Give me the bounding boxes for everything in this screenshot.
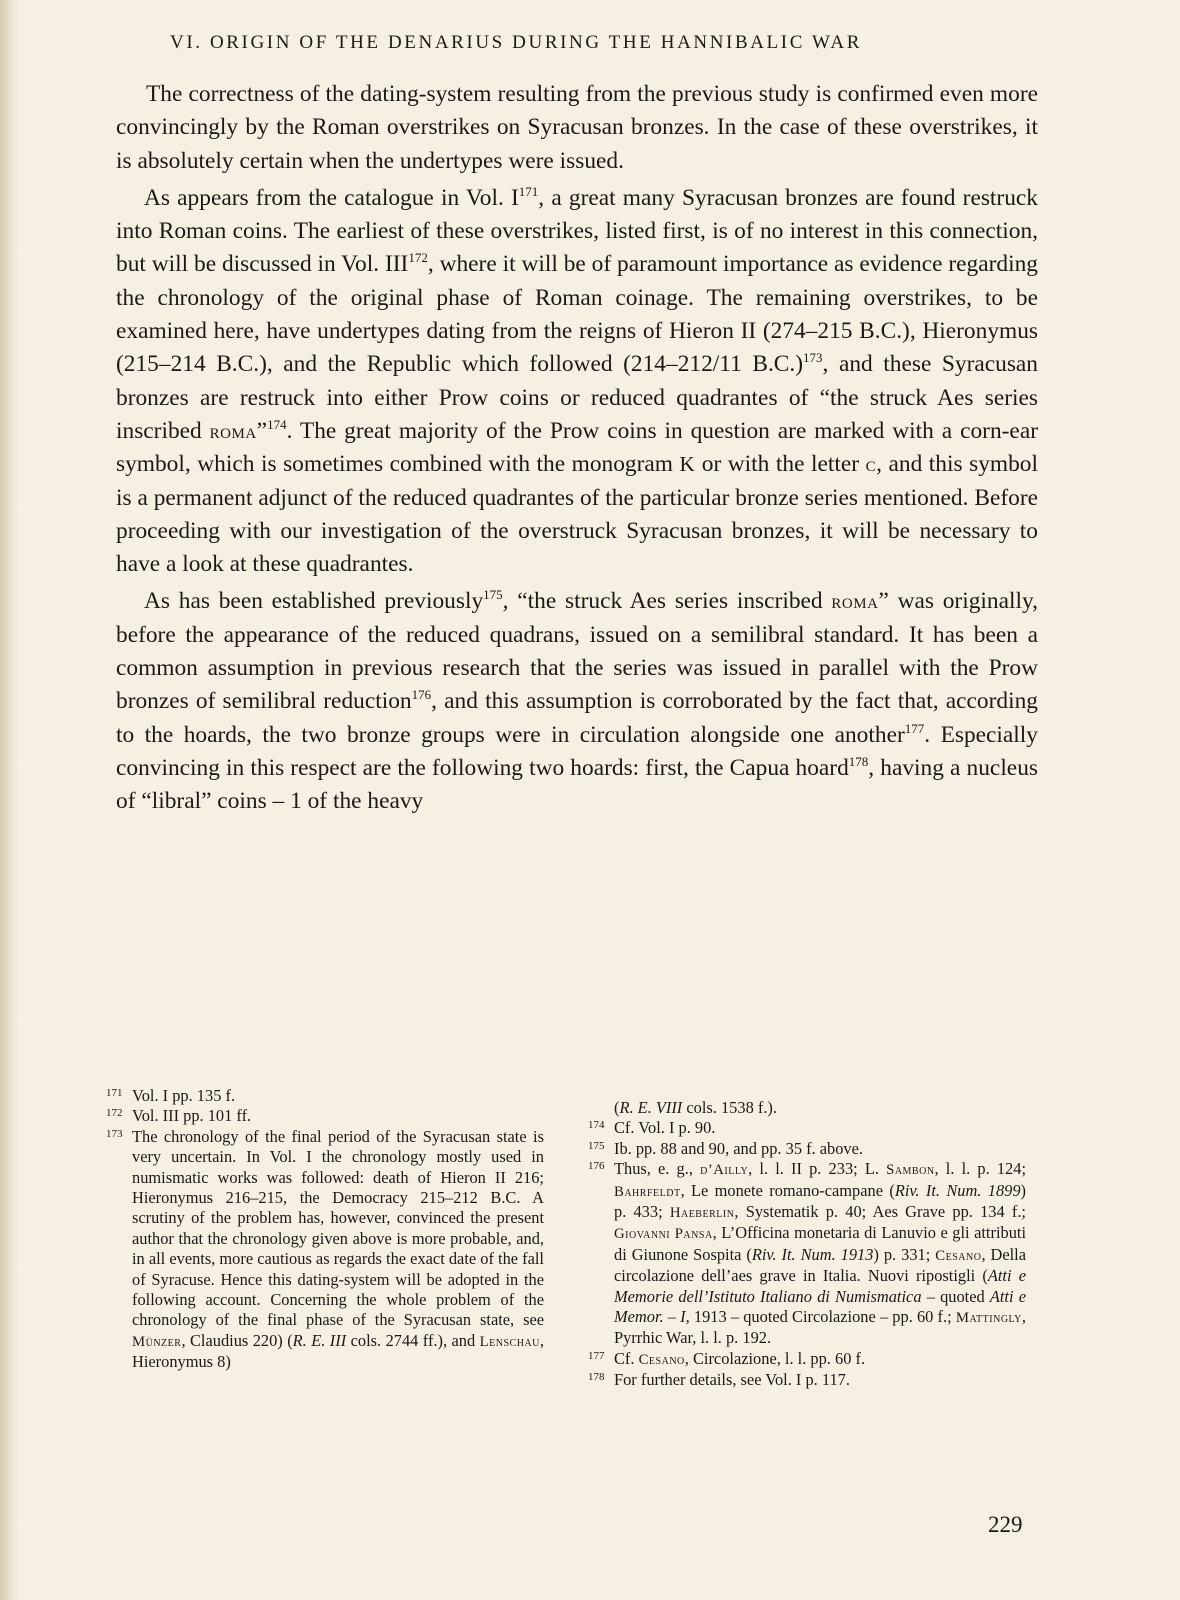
footnotes [106,1086,1026,1391]
footnote-174: 174 Cf. Vol. I p. 90. [588,1118,716,1138]
footnote-175: 175 Ib. pp. 88 and 90, and pp. 35 f. above. [588,1138,863,1158]
footnote-171: 171 Vol. I pp. 135 f. [106,1086,236,1105]
footnote-ref-175[interactable]: 175 [483,587,503,603]
running-head: VI. ORIGIN OF THE DENARIUS DURING THE HANNIBALIC WAR [170,32,862,53]
paragraph-1: The correctness of the dating-system resulting from the previous study is confirmed even more convincingly by the Roman overstrikes on Syracusan bronzes. In the case of these overstrikes, it is absolutely certain when the undertypes were issued. [116,81,1038,174]
footnote-ref-176[interactable]: 176 [411,687,432,703]
footnote-ref-173[interactable]: 173 [803,350,823,366]
footnote-173: 173 The chronology of the final period of the Syracusan state is very uncertain. In Vol. I the chronology mostly used in numismatic works was followed: death of Hieron II 216; Hieronymus 216–215, the Democracy 215–212 B.C. A scrutiny of the problem has, however, convinced the present author that the chronology given above is more probable, and, in all events, more cautious as regards the exact date of the fall of Syracuse. Hence this dating-system will be adopted in the following account. Concerning the whole problem of the chronology of the final phase of the Syracusan state, see Münzer, Claudius 220) (R. E. III cols. 2744 ff.), and Lenschau, Hieronymus 8) [106,1126,544,1372]
footnote-173-continued: (R. E. VIII cols. 1538 f.). [614,1098,777,1117]
inscription-roma: roma [209,418,257,443]
footnote-172: 172 Vol. III pp. 101 ff. [106,1106,252,1126]
footnote-ref-174[interactable]: 174 [267,417,287,433]
inscription-roma: roma [831,589,879,614]
monogram-symbol: K [679,452,696,477]
paragraph-3: As has been established previously$^{175}$, “the struck Aes series inscribed roma” was originally, before the appearance of the reduced quadrans, issued on a semilibral standard. It has been a common assumption in previous research that the series was issued in parallel with the Prow bronzes of semilibral reduction$^{176}$, and this assumption is corroborated by the fact that, according to the hoards, the two bronze groups were in circulation alongside one another$^{177}$. Especially convincing in this respect are the following two hoards: first, the Capua hoard$^{178}$, having a nucleus of “libral” coins – 1 of the heavy [116,587,1039,815]
page-number: 229 [988,1512,1023,1537]
page-gutter-shadow [0,0,18,1600]
footnote-ref-178[interactable]: 178 [848,754,869,770]
footnote-178: 178 For further details, see Vol. I p. 117. [588,1370,850,1390]
footnote-ref-177[interactable]: 177 [904,720,925,736]
footnote-177: 177 Cf. Cesano, Circolazione, l. l. pp. 60 f. [588,1348,866,1368]
body-text [116,78,1038,823]
footnote-176: 176 Thus, e. g., d’Ailly, l. l. II p. 233; L. Sambon, l. l. p. 124; Bahrfeldt, Le monete romano-campane (Riv. It. Num. 1899) p. 433; Haeberlin, Systematik p. 40; Aes Grave pp. 134 f.; Giovanni Pansa, L’Officina monetaria di Lanuvio e gli attributi di Giunone Sospita (Riv. It. Num. 1913) p. 331; Cesano, Della circolazione dell’aes grave in Italia. Nuovi ripostigli (Atti e Memorie dell’Istituto Italiano di Numismatica – quoted Atti e Memor. – I, 1913 – quoted Circolazione – pp. 60 f.; Mattingly, Pyrrhic War, l. l. p. 192. [588,1159,1027,1348]
paragraph-2: As appears from the catalogue in Vol. $I^{171}$, a great many Syracusan bronzes are found restruck into Roman coins. The earliest of these overstrikes, listed first, is of no interest in this connection, but will be discussed in Vol. III$^{172}$, where it will be of paramount importance as evidence regarding the chronology of the original phase of Roman coinage. The remaining overstrikes, to be examined here, have undertypes dating from the reigns of Hieron II (274–215 B.C.), Hieronymus (215–214 B.C.), and the Republic which followed (214–212/11 B.C.)$^{173}$, and these Syracusan bronzes are restruck into either Prow coins or reduced quadrantes of “the struck Aes series inscribed roma”$^{174}$. The great majority of the Prow coins in question are marked with a corn-ear symbol, which is sometimes combined with the monogram K or with the letter c, and this symbol is a permanent adjunct of the reduced quadrantes of the particular bronze series mentioned. Before proceeding with our investigation of the overstruck Syracusan bronzes, it will be necessary to have a look at these quadrantes. [116,184,1039,578]
footnote-ref-172[interactable]: 172 [408,250,428,266]
footnotes-left-column [106,1086,544,1391]
footnote-ref-171[interactable]: 171 [518,184,539,200]
letter-c: c [865,452,877,477]
footnotes-right-column [588,1086,1026,1391]
